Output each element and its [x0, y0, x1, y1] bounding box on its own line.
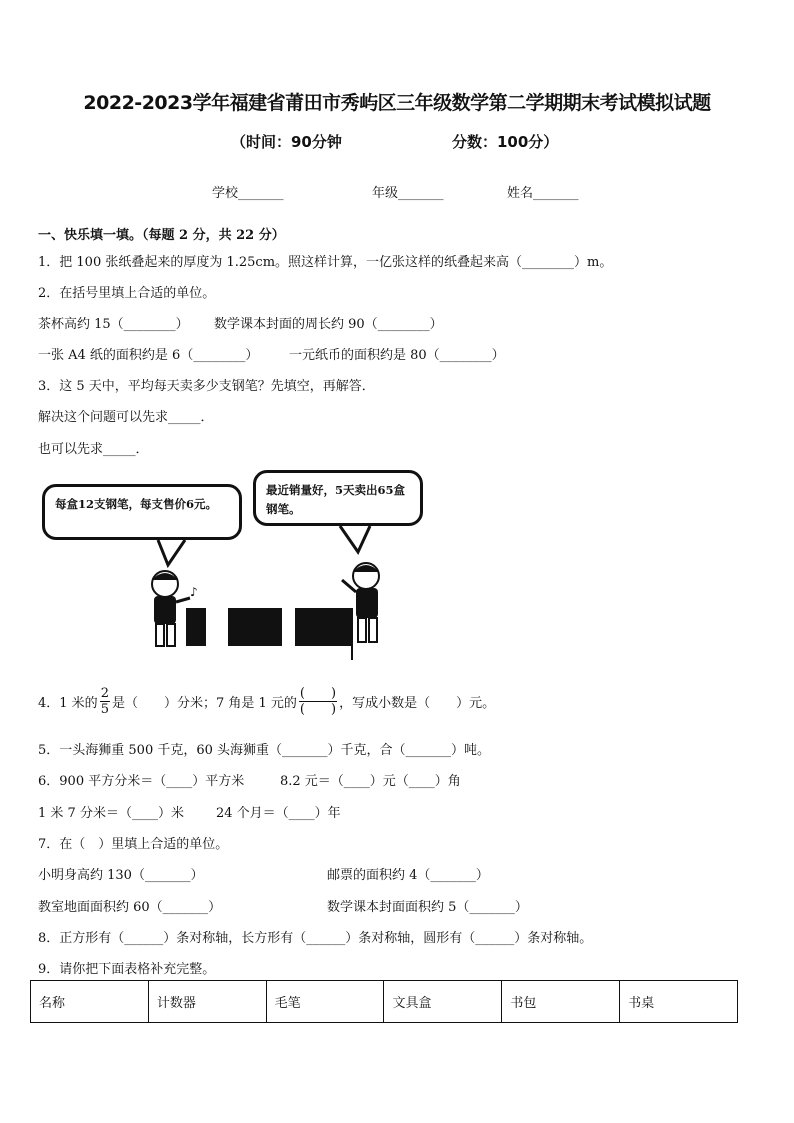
table-cell: 书桌 [620, 981, 738, 1023]
question-4-mid: 是（ ）分米；7 角是 1 元的 [111, 695, 297, 711]
score-label: 分数：100分） [452, 133, 559, 151]
speech-bubble-right: 最近销量好，5天卖出65盒钢笔。 [253, 470, 423, 526]
table-cell: 文具盒 [384, 981, 502, 1023]
question-6c: 1 米 7 分米＝（____）米 [38, 806, 184, 821]
fraction-blank[interactable] [299, 686, 337, 717]
fraction-numerator: 2 [100, 685, 109, 701]
question-6b: 8.2 元＝（____）元（____）角 [280, 774, 461, 789]
question-2a: 茶杯高约 15（________） [38, 317, 189, 332]
fraction-denominator: 5 [100, 701, 109, 717]
page-title: 2022-2023学年福建省莆田市秀屿区三年级数学第二学期期末考试模拟试题 [83, 92, 711, 114]
question-5: 5．一头海狮重 500 千克，60 头海狮重（_______）千克，合（_______）吨。 [38, 743, 491, 758]
question-9-stem: 9．请你把下面表格补充完整。 [38, 962, 216, 977]
table-cell: 毛笔 [266, 981, 384, 1023]
fraction-two-fifths [100, 686, 110, 717]
table-row [31, 981, 738, 1023]
speech-bubble-left: 每盒12支钢笔，每支售价6元。 [42, 484, 242, 540]
school-field[interactable]: 学校_______ [212, 186, 284, 201]
fraction-blank-numerator[interactable]: ( ) [299, 685, 337, 701]
question-1: 1．把 100 张纸叠起来的厚度为 1.25cm。照这样计算，一亿张这样的纸叠起来高（________）m。 [38, 255, 613, 270]
name-field[interactable]: 姓名_______ [507, 186, 579, 201]
question-2d: 一元纸币的面积约是 80（________） [289, 348, 505, 363]
question-3-line2: 也可以先求_____． [38, 442, 149, 457]
question-2-stem: 2．在括号里填上合适的单位。 [38, 286, 216, 301]
grade-field[interactable]: 年级_______ [372, 186, 444, 201]
question-6d: 24 个月＝（____）年 [216, 806, 341, 821]
question-7-stem: 7．在（ ）里填上合适的单位。 [38, 837, 229, 852]
question-7d: 数学课本封面面积约 5（_______） [327, 900, 528, 915]
table-cell: 名称 [31, 981, 149, 1023]
question-6a: 6．900 平方分米＝（____）平方米 [38, 774, 245, 789]
question-8: 8．正方形有（______）条对称轴，长方形有（______）条对称轴，圆形有（______）条对称轴。 [38, 931, 593, 946]
svg-text:♪: ♪ [190, 585, 198, 599]
bubble-tail-right [340, 526, 370, 552]
time-label: （时间：90分钟 [231, 133, 342, 151]
question-7c: 教室地面面积约 60（_______） [38, 900, 222, 915]
pen-boxes [186, 608, 352, 660]
question-2c: 一张 A4 纸的面积约是 6（________） [38, 348, 259, 363]
sales-illustration [40, 520, 430, 665]
question-4-prefix: 4．1 米的 [38, 695, 98, 711]
question-3-line1: 解决这个问题可以先求_____． [38, 410, 214, 425]
question-2b: 数学课本封面的周长约 90（________） [214, 317, 443, 332]
question-4 [38, 683, 495, 719]
bubble-tail-left [158, 540, 185, 565]
question-7b: 邮票的面积约 4（_______） [327, 868, 489, 883]
section-header: 一、快乐填一填。（每题 2 分，共 22 分） [38, 228, 285, 243]
fill-in-table [30, 980, 738, 1023]
table-cell: 书包 [502, 981, 620, 1023]
question-7a: 小明身高约 130（_______） [38, 868, 204, 883]
fraction-blank-denominator[interactable]: ( ) [299, 701, 337, 717]
question-4-suffix: ，写成小数是（ ）元。 [339, 695, 496, 711]
table-cell: 计数器 [148, 981, 266, 1023]
question-3-stem: 3．这 5 天中，平均每天卖多少支钢笔？先填空，再解答． [38, 379, 375, 394]
